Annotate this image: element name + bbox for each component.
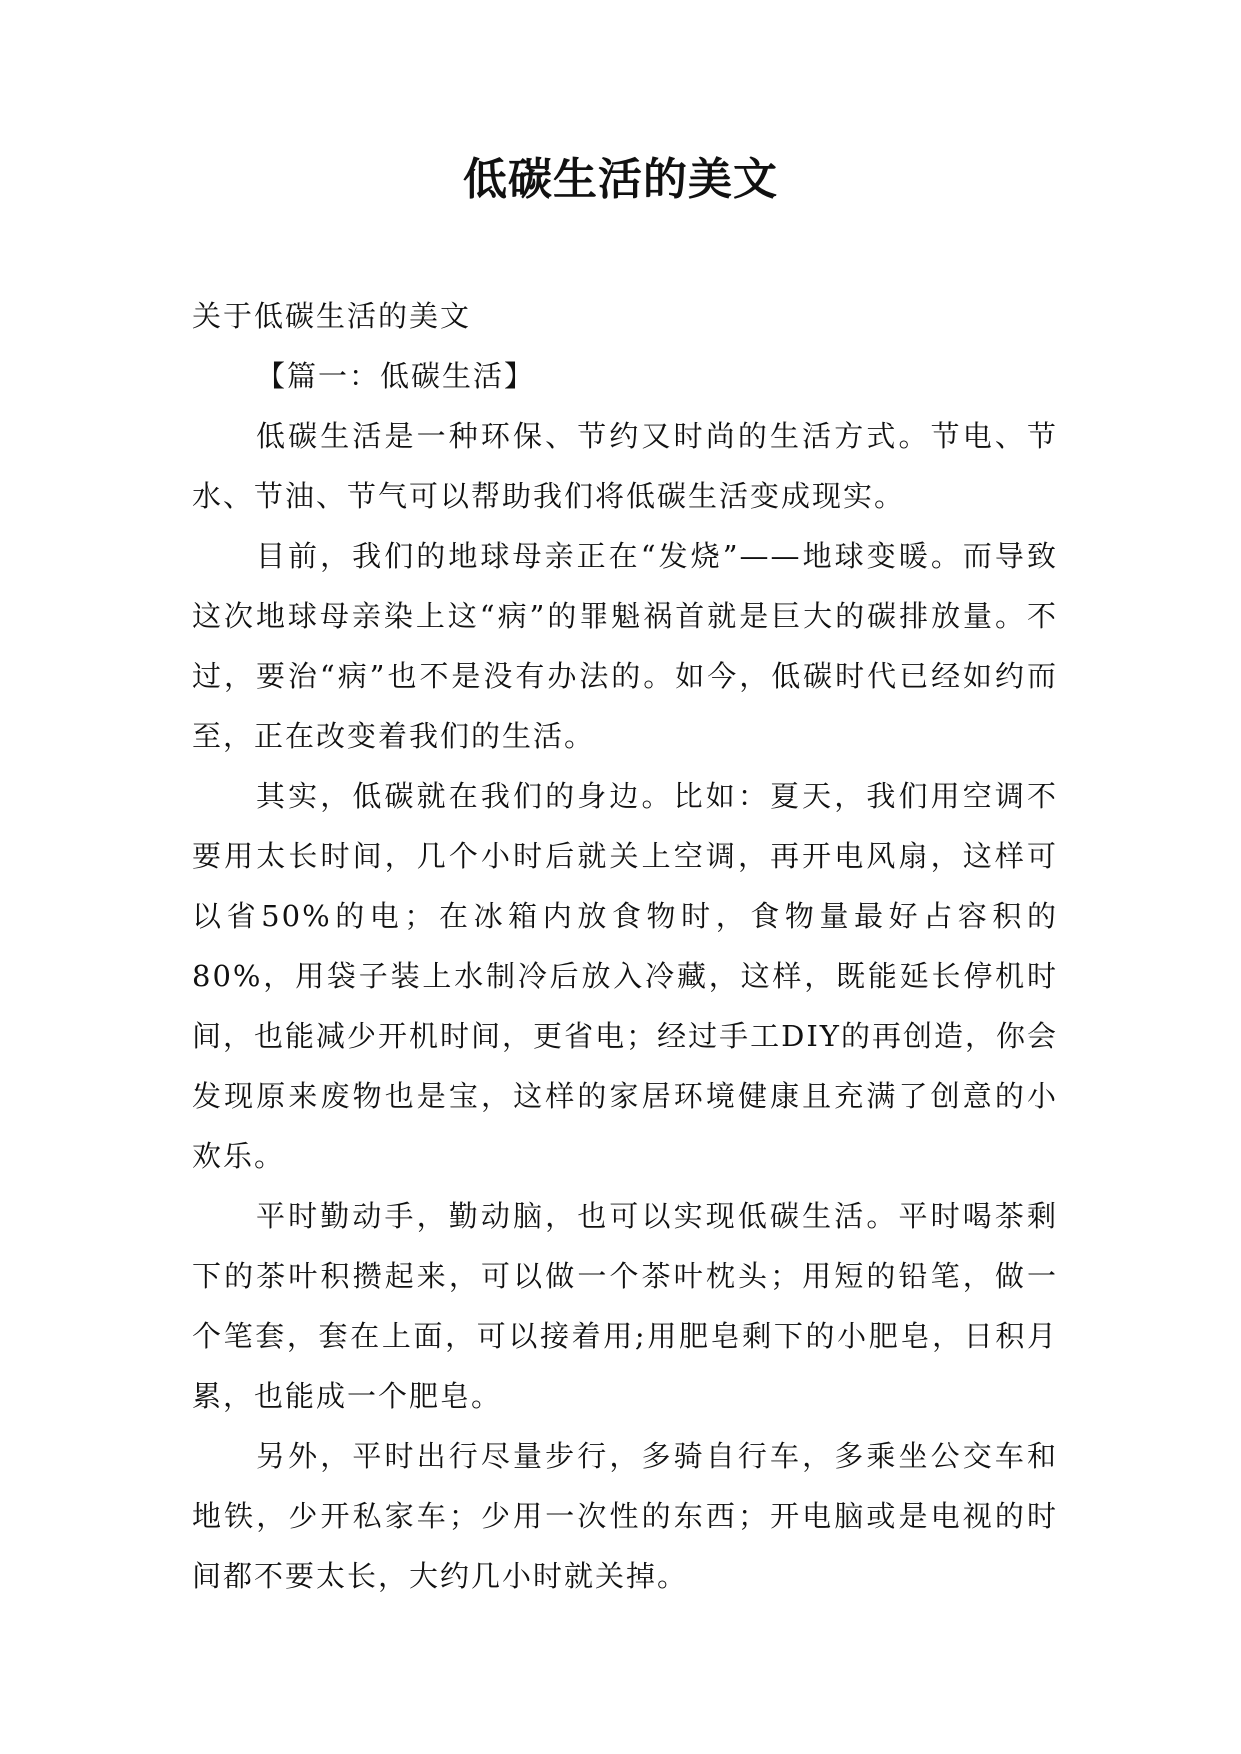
document-title: 低碳生活的美文: [463, 154, 778, 205]
section-heading: 【篇一：低碳生活】: [256, 359, 536, 393]
paragraph-1: 低碳生活是一种环保、节约又时尚的生活方式。节电、节水、节油、节气可以帮助我们将低碳生活变成现实。: [192, 419, 1058, 513]
paragraph-5: 另外，平时出行尽量步行，多骑自行车，多乘坐公交车和地铁，少开私家车；少用一次性的东西；开电脑或是电视的时间都不要太长，大约几小时就关掉。: [192, 1439, 1058, 1593]
document-subtitle: 关于低碳生活的美文: [192, 299, 472, 333]
paragraph-3: 其实，低碳就在我们的身边。比如：夏天，我们用空调不要用太长时间，几个小时后就关上空调，再开电风扇，这样可以省50%的电；在冰箱内放食物时，食物量最好占容积的80%，用袋子装上水制冷后放入冷藏，这样，既能延长停机时间，也能减少开机时间，更省电；经过手工DIY的再创造，你会发现原来废物也是宝，这样的家居环境健康且充满了创意的小欢乐。: [192, 779, 1058, 1173]
paragraph-4: 平时勤动手，勤动脑，也可以实现低碳生活。平时喝茶剩下的茶叶积攒起来，可以做一个茶叶枕头；用短的铅笔，做一个笔套，套在上面，可以接着用;用肥皂剩下的小肥皂，日积月累，也能成一个肥皂。: [192, 1199, 1058, 1413]
paragraph-2: 目前，我们的地球母亲正在“发烧”——地球变暖。而导致这次地球母亲染上这“病”的罪魁祸首就是巨大的碳排放量。不过，要治“病”也不是没有办法的。如今，低碳时代已经如约而至，正在改变着我们的生活。: [192, 539, 1058, 753]
document-body: [192, 286, 1058, 1606]
